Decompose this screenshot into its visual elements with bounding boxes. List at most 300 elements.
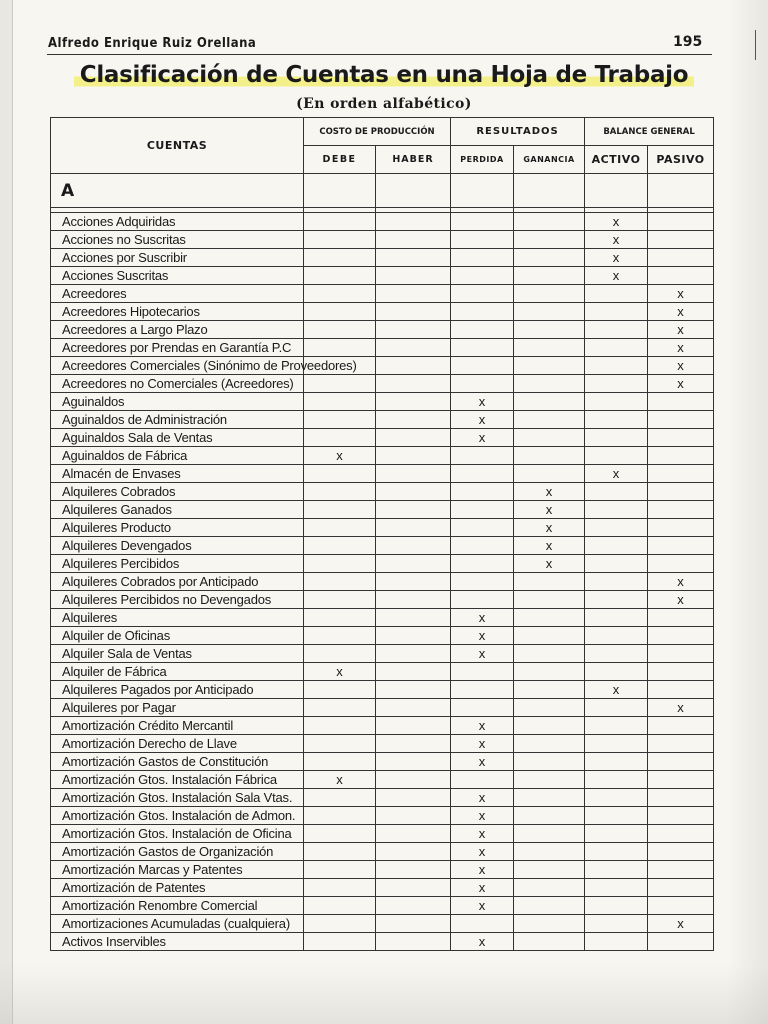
account-name: Amortización Gtos. Instalación Fábrica (51, 771, 304, 789)
empty-cell (304, 789, 376, 807)
empty-cell (451, 465, 514, 483)
table-row (51, 375, 714, 393)
empty-cell (648, 411, 714, 429)
empty-cell (514, 573, 585, 591)
table-row (51, 825, 714, 843)
account-name: Alquileres Pagados por Anticipado (51, 681, 304, 699)
mark-perdida: x (451, 825, 514, 843)
empty-cell (304, 699, 376, 717)
empty-cell (451, 591, 514, 609)
table-row (51, 771, 714, 789)
empty-cell (585, 537, 648, 555)
account-name: Amortización de Patentes (51, 879, 304, 897)
empty-cell (585, 555, 648, 573)
account-name: Acciones Adquiridas (51, 213, 304, 231)
col-header-cuentas: CUENTAS (51, 118, 304, 174)
col-header-activo: ACTIVO (585, 146, 648, 174)
empty-cell (648, 447, 714, 465)
table-row (51, 231, 714, 249)
empty-cell (648, 861, 714, 879)
empty-cell (376, 555, 451, 573)
mark-perdida: x (451, 897, 514, 915)
table-row (51, 555, 714, 573)
empty-cell (648, 231, 714, 249)
page-subtitle: (En orden alfabético) (296, 96, 472, 112)
empty-cell (451, 249, 514, 267)
empty-cell (451, 681, 514, 699)
empty-cell (451, 174, 514, 208)
empty-cell (514, 231, 585, 249)
empty-cell (376, 285, 451, 303)
empty-cell (376, 771, 451, 789)
empty-cell (514, 843, 585, 861)
table-row (51, 393, 714, 411)
empty-cell (304, 933, 376, 951)
table-row (51, 465, 714, 483)
empty-cell (585, 429, 648, 447)
empty-cell (376, 753, 451, 771)
empty-cell (648, 267, 714, 285)
empty-cell (376, 231, 451, 249)
empty-cell (376, 825, 451, 843)
group-header-row (51, 118, 714, 146)
empty-cell (451, 501, 514, 519)
account-name: Acreedores no Comerciales (Acreedores) (51, 375, 304, 393)
empty-cell (304, 591, 376, 609)
empty-cell (585, 915, 648, 933)
mark-perdida: x (451, 843, 514, 861)
empty-cell (514, 591, 585, 609)
empty-cell (648, 879, 714, 897)
table-row (51, 483, 714, 501)
table-row (51, 537, 714, 555)
table-row (51, 861, 714, 879)
section-letter: A (51, 174, 304, 208)
account-name: Activos Inservibles (51, 933, 304, 951)
empty-cell (451, 519, 514, 537)
account-name: Amortización Derecho de Llave (51, 735, 304, 753)
account-name: Alquileres Producto (51, 519, 304, 537)
empty-cell (376, 519, 451, 537)
empty-cell (585, 357, 648, 375)
table-row (51, 267, 714, 285)
empty-cell (304, 573, 376, 591)
account-name: Acreedores Hipotecarios (51, 303, 304, 321)
empty-cell (376, 501, 451, 519)
account-name: Aguinaldos Sala de Ventas (51, 429, 304, 447)
empty-cell (585, 447, 648, 465)
empty-cell (304, 645, 376, 663)
empty-cell (304, 483, 376, 501)
table-row (51, 591, 714, 609)
empty-cell (585, 411, 648, 429)
empty-cell (585, 699, 648, 717)
empty-cell (585, 789, 648, 807)
group-header-balance: BALANCE GENERAL (585, 118, 714, 146)
empty-cell (585, 879, 648, 897)
empty-cell (514, 861, 585, 879)
empty-cell (514, 627, 585, 645)
empty-cell (376, 681, 451, 699)
empty-cell (648, 465, 714, 483)
empty-cell (514, 375, 585, 393)
mark-perdida: x (451, 789, 514, 807)
empty-cell (304, 897, 376, 915)
empty-cell (376, 249, 451, 267)
empty-cell (514, 447, 585, 465)
mark-activo: x (585, 231, 648, 249)
empty-cell (304, 411, 376, 429)
page-shadow-right (728, 0, 768, 1024)
table-row (51, 519, 714, 537)
account-name: Amortización Gtos. Instalación Sala Vtas. (51, 789, 304, 807)
table-row (51, 915, 714, 933)
empty-cell (585, 519, 648, 537)
empty-cell (514, 339, 585, 357)
mark-pasivo: x (648, 285, 714, 303)
empty-cell (514, 663, 585, 681)
empty-cell (648, 753, 714, 771)
mark-activo: x (585, 249, 648, 267)
section-letter-row (51, 174, 714, 208)
empty-cell (304, 753, 376, 771)
empty-cell (514, 933, 585, 951)
empty-cell (451, 771, 514, 789)
empty-cell (376, 447, 451, 465)
empty-cell (451, 447, 514, 465)
title-container (0, 62, 768, 88)
empty-cell (514, 303, 585, 321)
empty-cell (451, 213, 514, 231)
empty-cell (376, 267, 451, 285)
empty-cell (648, 393, 714, 411)
empty-cell (514, 213, 585, 231)
empty-cell (304, 537, 376, 555)
empty-cell (514, 789, 585, 807)
table-row (51, 753, 714, 771)
account-name: Amortización Crédito Mercantil (51, 717, 304, 735)
empty-cell (451, 699, 514, 717)
scan-mark (755, 30, 756, 60)
empty-cell (514, 681, 585, 699)
empty-cell (585, 174, 648, 208)
mark-activo: x (585, 213, 648, 231)
empty-cell (304, 681, 376, 699)
table-row (51, 321, 714, 339)
account-name: Alquileres Devengados (51, 537, 304, 555)
empty-cell (514, 174, 585, 208)
empty-cell (648, 897, 714, 915)
account-name: Amortización Gastos de Constitución (51, 753, 304, 771)
empty-cell (648, 645, 714, 663)
table-row (51, 717, 714, 735)
empty-cell (376, 609, 451, 627)
empty-cell (376, 591, 451, 609)
empty-cell (376, 174, 451, 208)
account-name: Amortizaciones Acumuladas (cualquiera) (51, 915, 304, 933)
empty-cell (376, 375, 451, 393)
empty-cell (585, 717, 648, 735)
empty-cell (304, 519, 376, 537)
mark-debe: x (304, 447, 376, 465)
empty-cell (585, 501, 648, 519)
empty-cell (376, 645, 451, 663)
empty-cell (585, 591, 648, 609)
empty-cell (304, 915, 376, 933)
empty-cell (304, 843, 376, 861)
empty-cell (451, 303, 514, 321)
empty-cell (451, 267, 514, 285)
empty-cell (304, 249, 376, 267)
table-row (51, 681, 714, 699)
empty-cell (585, 753, 648, 771)
empty-cell (376, 627, 451, 645)
empty-cell (514, 411, 585, 429)
mark-ganancia: x (514, 555, 585, 573)
table-row (51, 285, 714, 303)
empty-cell (376, 573, 451, 591)
empty-cell (304, 393, 376, 411)
table-row (51, 789, 714, 807)
mark-pasivo: x (648, 375, 714, 393)
empty-cell (585, 609, 648, 627)
empty-cell (376, 807, 451, 825)
empty-cell (304, 339, 376, 357)
table-row (51, 249, 714, 267)
table-row (51, 213, 714, 231)
empty-cell (514, 807, 585, 825)
mark-perdida: x (451, 861, 514, 879)
empty-cell (585, 897, 648, 915)
empty-cell (585, 735, 648, 753)
empty-cell (304, 429, 376, 447)
empty-cell (514, 321, 585, 339)
empty-cell (376, 429, 451, 447)
empty-cell (648, 663, 714, 681)
mark-perdida: x (451, 609, 514, 627)
empty-cell (451, 321, 514, 339)
empty-cell (376, 843, 451, 861)
account-name: Acreedores a Largo Plazo (51, 321, 304, 339)
account-name: Alquileres por Pagar (51, 699, 304, 717)
account-name: Alquileres Cobrados por Anticipado (51, 573, 304, 591)
worksheet-table (50, 117, 714, 951)
empty-cell (585, 771, 648, 789)
account-name: Acciones no Suscritas (51, 231, 304, 249)
empty-cell (648, 789, 714, 807)
account-name: Alquileres Percibidos (51, 555, 304, 573)
account-name: Acciones por Suscribir (51, 249, 304, 267)
page-number: 195 (673, 34, 703, 50)
empty-cell (304, 213, 376, 231)
mark-pasivo: x (648, 915, 714, 933)
empty-cell (376, 465, 451, 483)
empty-cell (514, 465, 585, 483)
mark-ganancia: x (514, 501, 585, 519)
empty-cell (514, 717, 585, 735)
empty-cell (376, 915, 451, 933)
mark-perdida: x (451, 879, 514, 897)
empty-cell (451, 483, 514, 501)
empty-cell (648, 537, 714, 555)
empty-cell (648, 807, 714, 825)
mark-pasivo: x (648, 573, 714, 591)
empty-cell (585, 861, 648, 879)
table-row (51, 357, 714, 375)
mark-perdida: x (451, 393, 514, 411)
table-row (51, 627, 714, 645)
table-row (51, 663, 714, 681)
col-header-pasivo: PASIVO (648, 146, 714, 174)
mark-pasivo: x (648, 321, 714, 339)
mark-perdida: x (451, 933, 514, 951)
empty-cell (304, 303, 376, 321)
empty-cell (376, 717, 451, 735)
table-row (51, 933, 714, 951)
account-name: Amortización Marcas y Patentes (51, 861, 304, 879)
empty-cell (304, 735, 376, 753)
empty-cell (376, 393, 451, 411)
empty-cell (376, 339, 451, 357)
empty-cell (514, 753, 585, 771)
empty-cell (304, 825, 376, 843)
empty-cell (585, 627, 648, 645)
account-name: Alquiler Sala de Ventas (51, 645, 304, 663)
empty-cell (376, 483, 451, 501)
mark-perdida: x (451, 807, 514, 825)
account-name: Alquiler de Oficinas (51, 627, 304, 645)
group-header-resultados: RESULTADOS (451, 118, 585, 146)
account-name: Alquileres Percibidos no Devengados (51, 591, 304, 609)
page-binding-edge (0, 0, 13, 1024)
mark-perdida: x (451, 735, 514, 753)
empty-cell (304, 231, 376, 249)
empty-cell (376, 735, 451, 753)
empty-cell (514, 249, 585, 267)
table-row (51, 303, 714, 321)
mark-activo: x (585, 267, 648, 285)
mark-perdida: x (451, 717, 514, 735)
empty-cell (304, 555, 376, 573)
empty-cell (585, 285, 648, 303)
empty-cell (451, 339, 514, 357)
account-name: Alquileres Cobrados (51, 483, 304, 501)
table-row (51, 411, 714, 429)
empty-cell (585, 663, 648, 681)
table-row (51, 843, 714, 861)
empty-cell (648, 933, 714, 951)
empty-cell (648, 825, 714, 843)
empty-cell (514, 267, 585, 285)
mark-debe: x (304, 663, 376, 681)
empty-cell (648, 627, 714, 645)
empty-cell (585, 807, 648, 825)
empty-cell (304, 174, 376, 208)
empty-cell (648, 843, 714, 861)
empty-cell (514, 285, 585, 303)
table-row (51, 897, 714, 915)
mark-perdida: x (451, 627, 514, 645)
empty-cell (514, 699, 585, 717)
empty-cell (304, 807, 376, 825)
empty-cell (585, 825, 648, 843)
mark-activo: x (585, 681, 648, 699)
empty-cell (648, 501, 714, 519)
empty-cell (451, 231, 514, 249)
mark-perdida: x (451, 429, 514, 447)
empty-cell (648, 717, 714, 735)
empty-cell (648, 609, 714, 627)
table-row (51, 573, 714, 591)
account-name: Amortización Gastos de Organización (51, 843, 304, 861)
empty-cell (648, 681, 714, 699)
empty-cell (514, 915, 585, 933)
empty-cell (585, 573, 648, 591)
empty-cell (514, 609, 585, 627)
empty-cell (648, 483, 714, 501)
mark-pasivo: x (648, 591, 714, 609)
empty-cell (451, 555, 514, 573)
page-title: Clasificación de Cuentas en una Hoja de Trabajo (74, 62, 695, 88)
empty-cell (451, 357, 514, 375)
table-row (51, 609, 714, 627)
empty-cell (648, 429, 714, 447)
running-header-author: Alfredo Enrique Ruiz Orellana (48, 36, 257, 51)
empty-cell (648, 249, 714, 267)
empty-cell (451, 285, 514, 303)
empty-cell (514, 771, 585, 789)
empty-cell (304, 609, 376, 627)
account-name: Alquileres (51, 609, 304, 627)
account-name: Acreedores (51, 285, 304, 303)
empty-cell (376, 303, 451, 321)
empty-cell (514, 735, 585, 753)
empty-cell (376, 411, 451, 429)
empty-cell (514, 393, 585, 411)
account-name: Aguinaldos de Fábrica (51, 447, 304, 465)
empty-cell (585, 933, 648, 951)
empty-cell (514, 897, 585, 915)
empty-cell (585, 483, 648, 501)
empty-cell (451, 915, 514, 933)
empty-cell (648, 771, 714, 789)
header-rule (47, 54, 712, 55)
table-row (51, 807, 714, 825)
group-header-costo: COSTO DE PRODUCCIÓN (304, 118, 451, 146)
mark-pasivo: x (648, 699, 714, 717)
empty-cell (304, 267, 376, 285)
empty-cell (585, 303, 648, 321)
empty-cell (585, 339, 648, 357)
empty-cell (304, 375, 376, 393)
empty-cell (304, 285, 376, 303)
table-row (51, 447, 714, 465)
col-header-haber: HABER (376, 146, 451, 174)
empty-cell (514, 879, 585, 897)
empty-cell (451, 573, 514, 591)
mark-debe: x (304, 771, 376, 789)
empty-cell (514, 357, 585, 375)
empty-cell (304, 879, 376, 897)
mark-perdida: x (451, 753, 514, 771)
col-header-ganancia: GANANCIA (514, 146, 585, 174)
empty-cell (376, 663, 451, 681)
table-row (51, 501, 714, 519)
empty-cell (376, 789, 451, 807)
empty-cell (585, 843, 648, 861)
account-name: Amortización Gtos. Instalación de Admon. (51, 807, 304, 825)
empty-cell (514, 429, 585, 447)
